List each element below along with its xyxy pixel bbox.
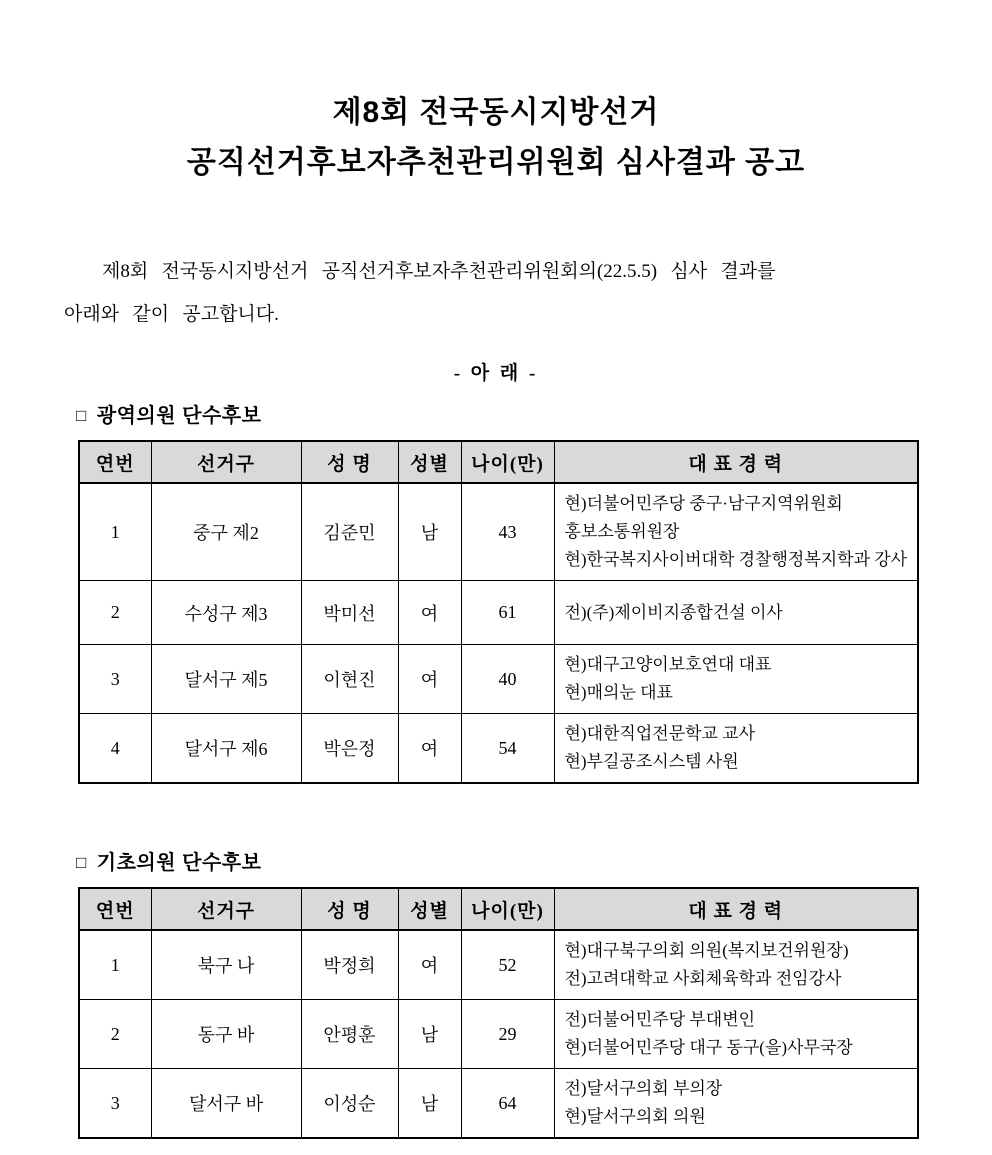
career-line: 전)더불어민주당 부대변인 <box>564 1010 756 1029</box>
cell-district: 달서구 제6 <box>151 714 301 784</box>
section-heading-label: 광역의원 단수후보 <box>96 405 262 427</box>
cell-no: 3 <box>79 1069 151 1139</box>
cell-name: 박은정 <box>301 714 398 784</box>
cell-no: 2 <box>79 1000 151 1069</box>
cell-career <box>554 483 918 581</box>
table-header-row <box>79 441 918 483</box>
section-heading-label: 기초의원 단수후보 <box>96 852 262 874</box>
career-line: 현)매의눈 대표 <box>564 683 673 702</box>
career-line: 현)대구북구의회 의원(복지보건위원장) <box>564 941 849 960</box>
title-line-1: 제8회 전국동시지방선거 <box>332 96 660 129</box>
cell-district: 달서구 제5 <box>151 645 301 714</box>
cell-no: 1 <box>79 483 151 581</box>
cell-career <box>554 714 918 784</box>
intro-line-2: 아래와 같이 공고합니다. <box>64 304 279 325</box>
header-district: 선거구 <box>151 441 301 483</box>
career-line: 현)달서구의회 의원 <box>564 1107 706 1126</box>
cell-career <box>554 645 918 714</box>
square-bullet-icon: □ <box>76 406 87 425</box>
header-gender: 성별 <box>398 441 461 483</box>
career-line: 전)달서구의회 부의장 <box>564 1079 723 1098</box>
cell-career <box>554 930 918 1000</box>
cell-career <box>554 1069 918 1139</box>
table-row <box>79 930 918 1000</box>
cell-name: 안평훈 <box>301 1000 398 1069</box>
table-row <box>79 483 918 581</box>
career-line: 전)(주)제이비지종합건설 이사 <box>564 602 783 622</box>
cell-gender: 남 <box>398 483 461 581</box>
career-line: 현)한국복지사이버대학 경찰행정복지학과 강사 <box>564 550 908 569</box>
cell-age: 43 <box>461 483 554 581</box>
document-title <box>0 0 992 188</box>
cell-no: 3 <box>79 645 151 714</box>
section-heading-gicho <box>76 846 992 875</box>
header-district: 선거구 <box>151 888 301 930</box>
career-line: 현)대구고양이보호연대 대표 <box>564 655 772 674</box>
cell-name: 이성순 <box>301 1069 398 1139</box>
career-line: 홍보소통위원장 <box>564 522 680 541</box>
header-no: 연번 <box>79 888 151 930</box>
table-row <box>79 1000 918 1069</box>
header-career: 대 표 경 력 <box>554 441 918 483</box>
cell-age: 64 <box>461 1069 554 1139</box>
table-row <box>79 714 918 784</box>
title-line-2: 공직선거후보자추천관리위원회 심사결과 공고 <box>186 146 806 179</box>
cell-no: 2 <box>79 581 151 645</box>
cell-gender: 여 <box>398 714 461 784</box>
cell-name: 이현진 <box>301 645 398 714</box>
cell-district: 달서구 바 <box>151 1069 301 1139</box>
header-no: 연번 <box>79 441 151 483</box>
header-gender: 성별 <box>398 888 461 930</box>
table-header-row <box>79 888 918 930</box>
gicho-candidate-table <box>78 887 919 1139</box>
cell-name: 김준민 <box>301 483 398 581</box>
section-heading-gwangyeok <box>76 399 992 428</box>
cell-gender: 남 <box>398 1069 461 1139</box>
career-line: 현)대한직업전문학교 교사 <box>564 724 756 743</box>
below-marker: - 아 래 - <box>453 363 539 384</box>
square-bullet-icon: □ <box>76 853 87 872</box>
table-row <box>79 645 918 714</box>
table-row <box>79 581 918 645</box>
cell-name: 박정희 <box>301 930 398 1000</box>
career-line: 전)고려대학교 사회체육학과 전임강사 <box>564 969 842 988</box>
cell-name: 박미선 <box>301 581 398 645</box>
cell-no: 1 <box>79 930 151 1000</box>
cell-no: 4 <box>79 714 151 784</box>
header-age: 나이(만) <box>461 441 554 483</box>
intro-paragraph <box>64 250 926 336</box>
cell-age: 40 <box>461 645 554 714</box>
cell-district: 북구 나 <box>151 930 301 1000</box>
cell-gender: 여 <box>398 581 461 645</box>
cell-district: 동구 바 <box>151 1000 301 1069</box>
cell-district: 중구 제2 <box>151 483 301 581</box>
header-name: 성 명 <box>301 888 398 930</box>
cell-career <box>554 1000 918 1069</box>
intro-line-1: 제8회 전국동시지방선거 공직선거후보자추천관리위원회의(22.5.5) 심사 결과를 <box>102 261 776 282</box>
table-row <box>79 1069 918 1139</box>
cell-gender: 남 <box>398 1000 461 1069</box>
career-line: 현)더불어민주당 대구 동구(을)사무국장 <box>564 1038 853 1057</box>
cell-gender: 여 <box>398 930 461 1000</box>
header-name: 성 명 <box>301 441 398 483</box>
header-career: 대 표 경 력 <box>554 888 918 930</box>
career-line: 현)부길공조시스템 사원 <box>564 752 739 771</box>
career-line: 현)더불어민주당 중구·남구지역위원회 <box>564 494 843 513</box>
cell-age: 54 <box>461 714 554 784</box>
cell-age: 29 <box>461 1000 554 1069</box>
cell-age: 61 <box>461 581 554 645</box>
cell-district: 수성구 제3 <box>151 581 301 645</box>
header-age: 나이(만) <box>461 888 554 930</box>
gwangyeok-candidate-table <box>78 440 919 784</box>
cell-age: 52 <box>461 930 554 1000</box>
cell-career <box>554 581 918 645</box>
cell-gender: 여 <box>398 645 461 714</box>
